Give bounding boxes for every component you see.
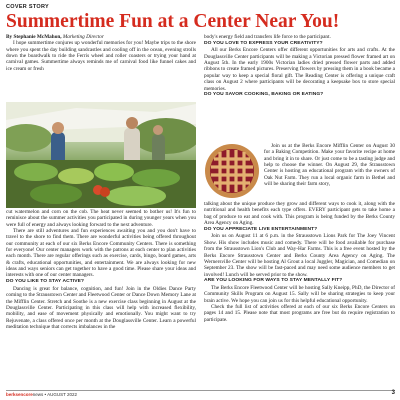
article-page xyxy=(6,4,395,396)
lattice-pie-photo xyxy=(204,143,260,199)
right-column xyxy=(204,34,395,99)
cooking-paragraph: Join us at the Berks Encore Mifflin Center on August 30 for a Baking Competition. Make your favorite recipe at home and bring it in to share. Or just come to be a tasting judge and help to choose the winner. On August 29, the Strausstown Center is hosting an educational program with the owners of Oak Nut Farm. They run a local organic farm in Bethel and will be sharing their farm story, xyxy=(264,143,395,188)
footer-publication xyxy=(6,392,77,397)
subhead-mental-fitness: ARE YOU LOOKING FOR WAYS TO STAY MENTALLY FIT? xyxy=(204,278,343,284)
stay-active-paragraph: Dancing is great for balance, cognition, and fun! Join in the Oldies Dance Party coming to the Strausstown Center and Fleetwood Center or Dance Down Memory Lane at the Mifflin Center. Stretch and Soothe is a new exercise class beginning in August at the Douglassville Center. Participating in this class will help with increased flexibility, mobility, and ease of movement physically and emotionally. You might want to try Rejuvenate, a class offered once per month at the Douglassville Center. Learn a powerful meditation technique that corrects imbalances in the xyxy=(6,285,196,330)
cooking-paragraph-cont: talking about the unique produce they grow and different ways to cook it, along with the nutritional and health benefits each type offers. EVERY participant gets to take home a bag of produce to eat and cook with. This program is being funded by the Berks County Area Agency on Aging. xyxy=(204,201,395,227)
mental-fitness-paragraph: The Berks Encore Fleetwood Center will be hosting Sally Kneipp, PhD, the Director of Community Skills Program on August 15. Sally will be sharing strategies to keep your brain active. We hope you can join us for this helpful educational opportunity. xyxy=(204,284,395,304)
subhead-entertainment: DO YOU APPRECIATE LIVE ENTERTAINMENT? xyxy=(204,226,318,232)
farmers-market-illustration xyxy=(6,102,196,208)
lattice-pie-illustration xyxy=(204,143,260,199)
closing-paragraph: Check the full list of activities offered at each of our six Berks Encore Centers on pages 14 and 15. Please note that most programs are free but do require registration to participate. xyxy=(204,304,395,323)
footer-divider xyxy=(6,390,395,391)
left-column xyxy=(6,34,196,72)
intro-paragraph-2: There are still adventures and fun experiences awaiting you and you don't have to travel to the shore to find them. There are wonderful activities being offered throughout our community at each of our six Berks Encore Community Centers. There is something for everyone! Our center managers work with the patrons at each center to plan activities each month. There are regular offerings such as exercise, cards, bingo, board games, arts & crafts, educational opportunities, and entertainment. We are always looking for new ideas and ways seniors can get together to have a good time. Please share your ideas and interests with one of our center managers. xyxy=(6,228,196,279)
cooking-paragraph-wrap xyxy=(264,143,395,187)
author-name: By Stephanie McMahon, xyxy=(6,34,62,40)
intro-paragraph-1-cont: cut watermelon and corn on the cob. The heat never seemed to bother us! It's fun to reminisce about the summer activities you participated in during younger years when you were full of energy and always looking forward to the next adventure. xyxy=(6,209,196,228)
page-number: 3 xyxy=(391,390,395,396)
right-column-continued xyxy=(204,201,395,323)
subhead-cooking: DO YOU SAVOR COOKING, BAKING OR EATING? xyxy=(204,92,324,98)
article-headline: Summertime Fun at a Center Near You! xyxy=(6,11,340,32)
subhead-creativity: DO YOU LOVE TO EXPRESS YOUR CREATIVITY? xyxy=(204,40,323,46)
section-label: COVER STORY xyxy=(6,4,50,10)
footer-brand: berksencore xyxy=(6,392,33,397)
left-column-continued xyxy=(6,209,196,330)
footer-issue: news • AUGUST 2022 xyxy=(32,392,78,397)
creativity-paragraph: All our Berks Encore Centers offer different opportunities for arts and crafts. At the Douglassville Center participants will be making a Victorian pressed flower framed art on August 5th. In the early 1900s Victorian ladies dried pressed flower parts and added ribbons to create framed pictures. Preserving flowers by pressing them in a book became a popular way to keep a special floral gift. The Reading Center is offering a unique craft class on August 2 where participants will be decorating a keepsake box to store special memories. xyxy=(204,47,395,92)
energy-paragraph: body's energy field and transfers life force to the participant. xyxy=(204,34,331,40)
intro-paragraph-1: I hope summertime conjures up wonderful memories for you! Maybe trips to the shore where you spent the day building sandcastles and cooling off in the ocean, evening strolls down the boardwalk to ride the Ferris wheel and roller coasters or trying your hand at carnival games. Summertime always reminds me of carnival food like funnel cakes and ice cream or fresh xyxy=(6,40,196,72)
farmers-market-photo xyxy=(6,102,196,208)
entertainment-paragraph: Join us on August 11 at 6 p.m. in the Strausstown Lions Park for The Joey Vincent Show. His show includes music and comedy. There will be food available for purchase from the Strausstown Lion's Club and Way-Har Farms. This is a free event hosted by the Berks Encore Strausstown Center and Berks County Area Agency on Aging. The Wernersville Center will be hosting Al Grout a local Juggler, Magician, and Comedian on September 23. The show will be fast-paced and may need some audience members to get involved! Lunch will be served prior to the show. xyxy=(204,233,395,278)
subhead-stay-active: DO YOU LIKE TO STAY ACTIVE? xyxy=(6,279,85,285)
author-role: Marketing Director xyxy=(61,34,104,40)
